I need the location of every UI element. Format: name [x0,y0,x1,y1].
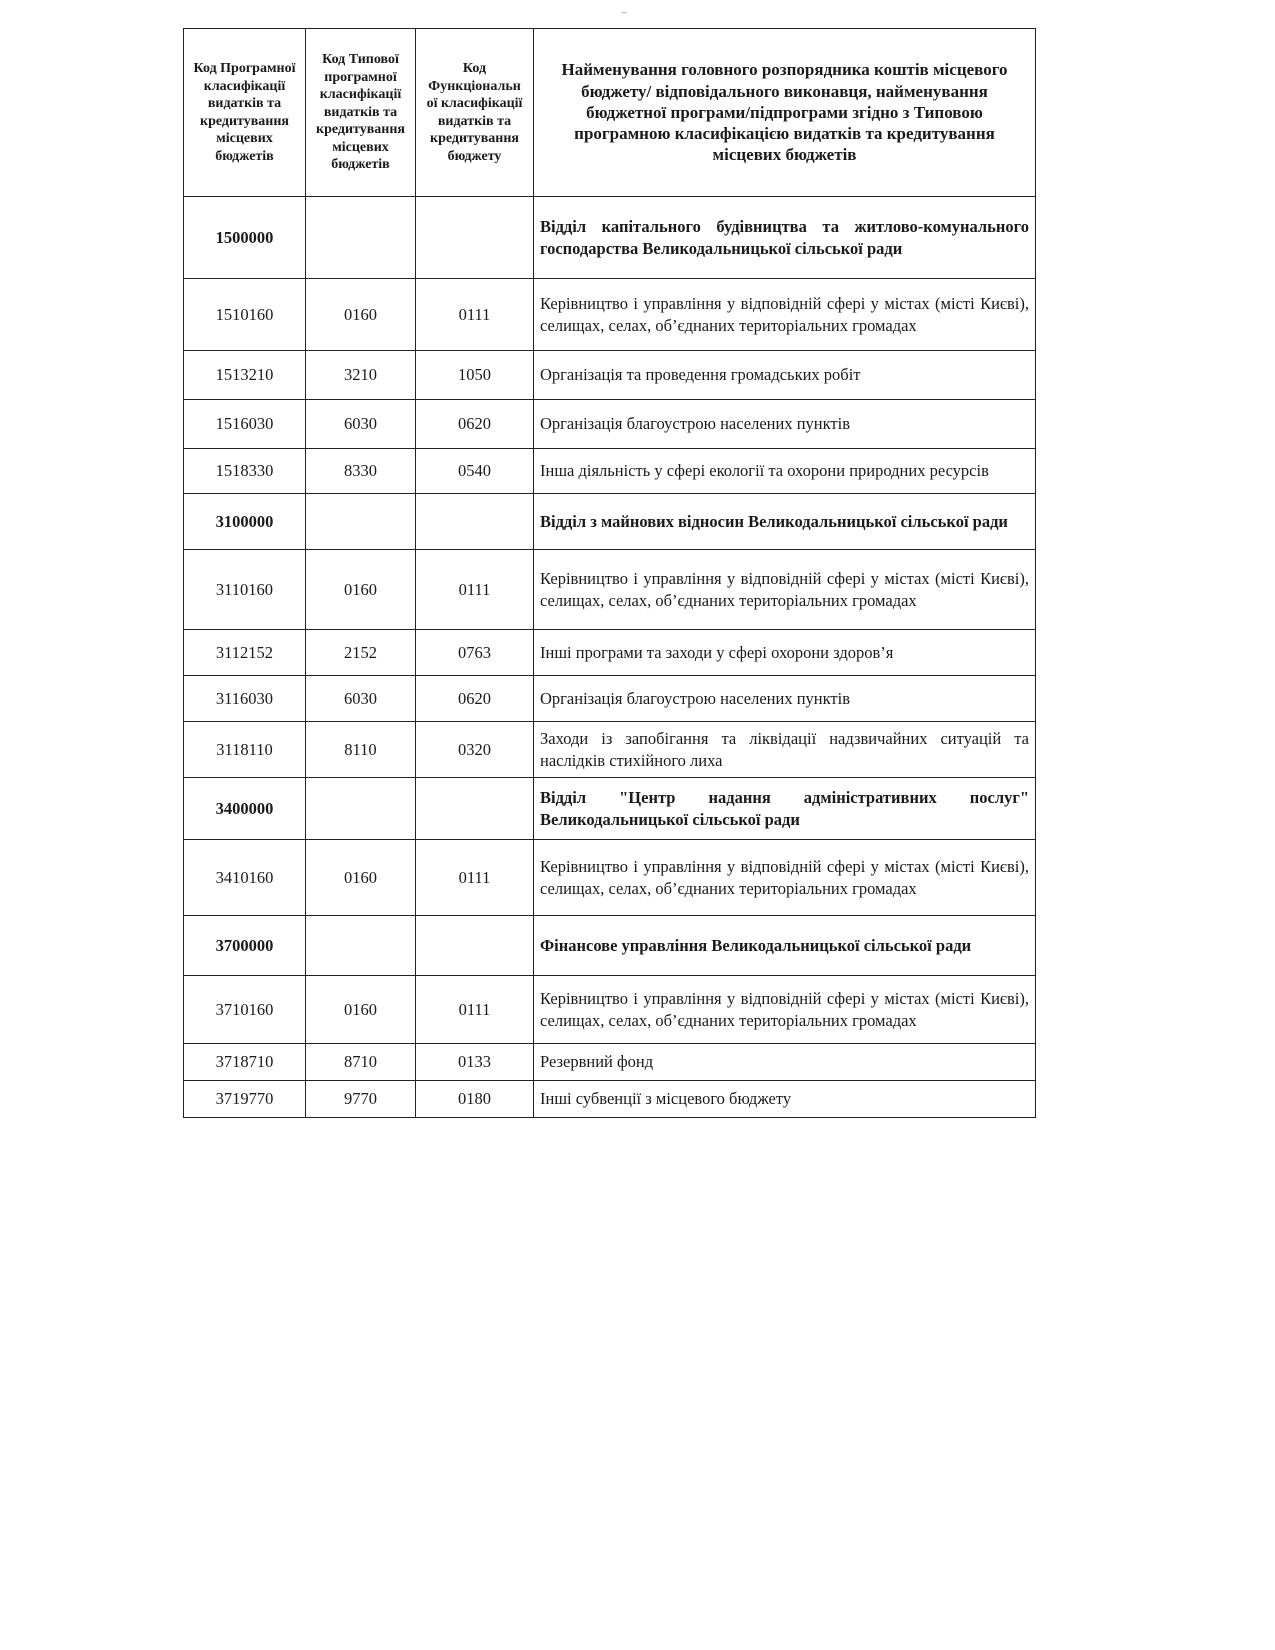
cell-name: Відділ "Центр надання адміністративних послуг" Великодальницької сільської ради [534,778,1036,840]
header-typical-code: Код Типової програмної класифікації видатків та кредитування місцевих бюджетів [306,29,416,197]
cell-program-code: 1518330 [184,449,306,494]
cell-functional-code [416,494,534,550]
cell-functional-code [416,197,534,279]
table-row [184,630,1036,676]
cell-functional-code: 0111 [416,840,534,916]
cell-typical-code: 0160 [306,976,416,1044]
cell-name: Керівництво і управління у відповідній сфері у містах (місті Києві), селищах, селах, об’єднаних територіальних громадах [534,840,1036,916]
cell-name: Організація благоустрою населених пунктів [534,676,1036,722]
cell-functional-code: 0180 [416,1081,534,1118]
header-row [184,29,1036,197]
cell-name: Відділ з майнових відносин Великодальницької сільської ради [534,494,1036,550]
cell-name: Інша діяльність у сфері екології та охорони природних ресурсів [534,449,1036,494]
cell-name: Резервний фонд [534,1044,1036,1081]
table-row [184,400,1036,449]
cell-program-code: 3116030 [184,676,306,722]
cell-functional-code: 0540 [416,449,534,494]
table-row [184,279,1036,351]
cell-program-code: 1513210 [184,351,306,400]
cell-name: Керівництво і управління у відповідній сфері у містах (місті Києві), селищах, селах, об’єднаних територіальних громадах [534,976,1036,1044]
cell-typical-code: 0160 [306,840,416,916]
cell-name: Інші програми та заходи у сфері охорони здоров’я [534,630,1036,676]
table-row [184,1044,1036,1081]
cell-name: Відділ капітального будівництва та житлово-комунального господарства Великодальницької сільської ради [534,197,1036,279]
cell-typical-code: 3210 [306,351,416,400]
budget-classification-table [183,28,1036,1118]
cell-typical-code: 2152 [306,630,416,676]
table-row [184,351,1036,400]
cell-typical-code: 8710 [306,1044,416,1081]
cell-functional-code [416,778,534,840]
cell-typical-code [306,197,416,279]
table-row [184,722,1036,778]
cell-typical-code [306,494,416,550]
cell-typical-code: 8330 [306,449,416,494]
cell-functional-code: 0320 [416,722,534,778]
cell-typical-code: 0160 [306,550,416,630]
cell-typical-code: 6030 [306,400,416,449]
cell-program-code: 3100000 [184,494,306,550]
cell-program-code: 1516030 [184,400,306,449]
cell-functional-code: 0111 [416,976,534,1044]
header-program-code: Код Програмної класифікації видатків та кредитування місцевих бюджетів [184,29,306,197]
cell-functional-code: 0620 [416,676,534,722]
cell-functional-code: 0111 [416,279,534,351]
cell-name: Фінансове управління Великодальницької сільської ради [534,916,1036,976]
table-body [184,197,1036,1118]
cell-name: Керівництво і управління у відповідній сфері у містах (місті Києві), селищах, селах, об’єднаних територіальних громадах [534,550,1036,630]
table-row [184,197,1036,279]
table-row [184,778,1036,840]
cell-functional-code: 0620 [416,400,534,449]
cell-functional-code: 0763 [416,630,534,676]
cell-program-code: 3719770 [184,1081,306,1118]
cell-functional-code [416,916,534,976]
cell-program-code: 3410160 [184,840,306,916]
table-row [184,676,1036,722]
table-row [184,449,1036,494]
cell-functional-code: 0111 [416,550,534,630]
scan-artifact: _ [622,4,627,14]
cell-program-code: 3110160 [184,550,306,630]
cell-typical-code [306,916,416,976]
cell-program-code: 3700000 [184,916,306,976]
cell-program-code: 3118110 [184,722,306,778]
cell-typical-code: 8110 [306,722,416,778]
cell-name: Організація та проведення громадських робіт [534,351,1036,400]
table-row [184,916,1036,976]
cell-program-code: 1510160 [184,279,306,351]
cell-typical-code: 6030 [306,676,416,722]
table-row [184,840,1036,916]
cell-program-code: 1500000 [184,197,306,279]
table-row [184,494,1036,550]
table-row [184,976,1036,1044]
table-row [184,1081,1036,1118]
cell-name: Керівництво і управління у відповідній сфері у містах (місті Києві), селищах, селах, об’єднаних територіальних громадах [534,279,1036,351]
cell-typical-code: 0160 [306,279,416,351]
header-functional-code: Код Функціональн ої класифікації видатків та кредитування бюджету [416,29,534,197]
cell-program-code: 3710160 [184,976,306,1044]
cell-program-code: 3400000 [184,778,306,840]
cell-functional-code: 1050 [416,351,534,400]
header-name: Найменування головного розпорядника коштів місцевого бюджету/ відповідального виконавця, найменування бюджетної програми/підпрограми згідно з Типовою програмною класифікацією видатків та кредитування місцевих бюджетів [534,29,1036,197]
cell-typical-code [306,778,416,840]
cell-name: Заходи із запобігання та ліквідації надзвичайних ситуацій та наслідків стихійного лиха [534,722,1036,778]
cell-typical-code: 9770 [306,1081,416,1118]
cell-name: Інші субвенції з місцевого бюджету [534,1081,1036,1118]
cell-name: Організація благоустрою населених пунктів [534,400,1036,449]
table-row [184,550,1036,630]
cell-program-code: 3112152 [184,630,306,676]
cell-functional-code: 0133 [416,1044,534,1081]
cell-program-code: 3718710 [184,1044,306,1081]
